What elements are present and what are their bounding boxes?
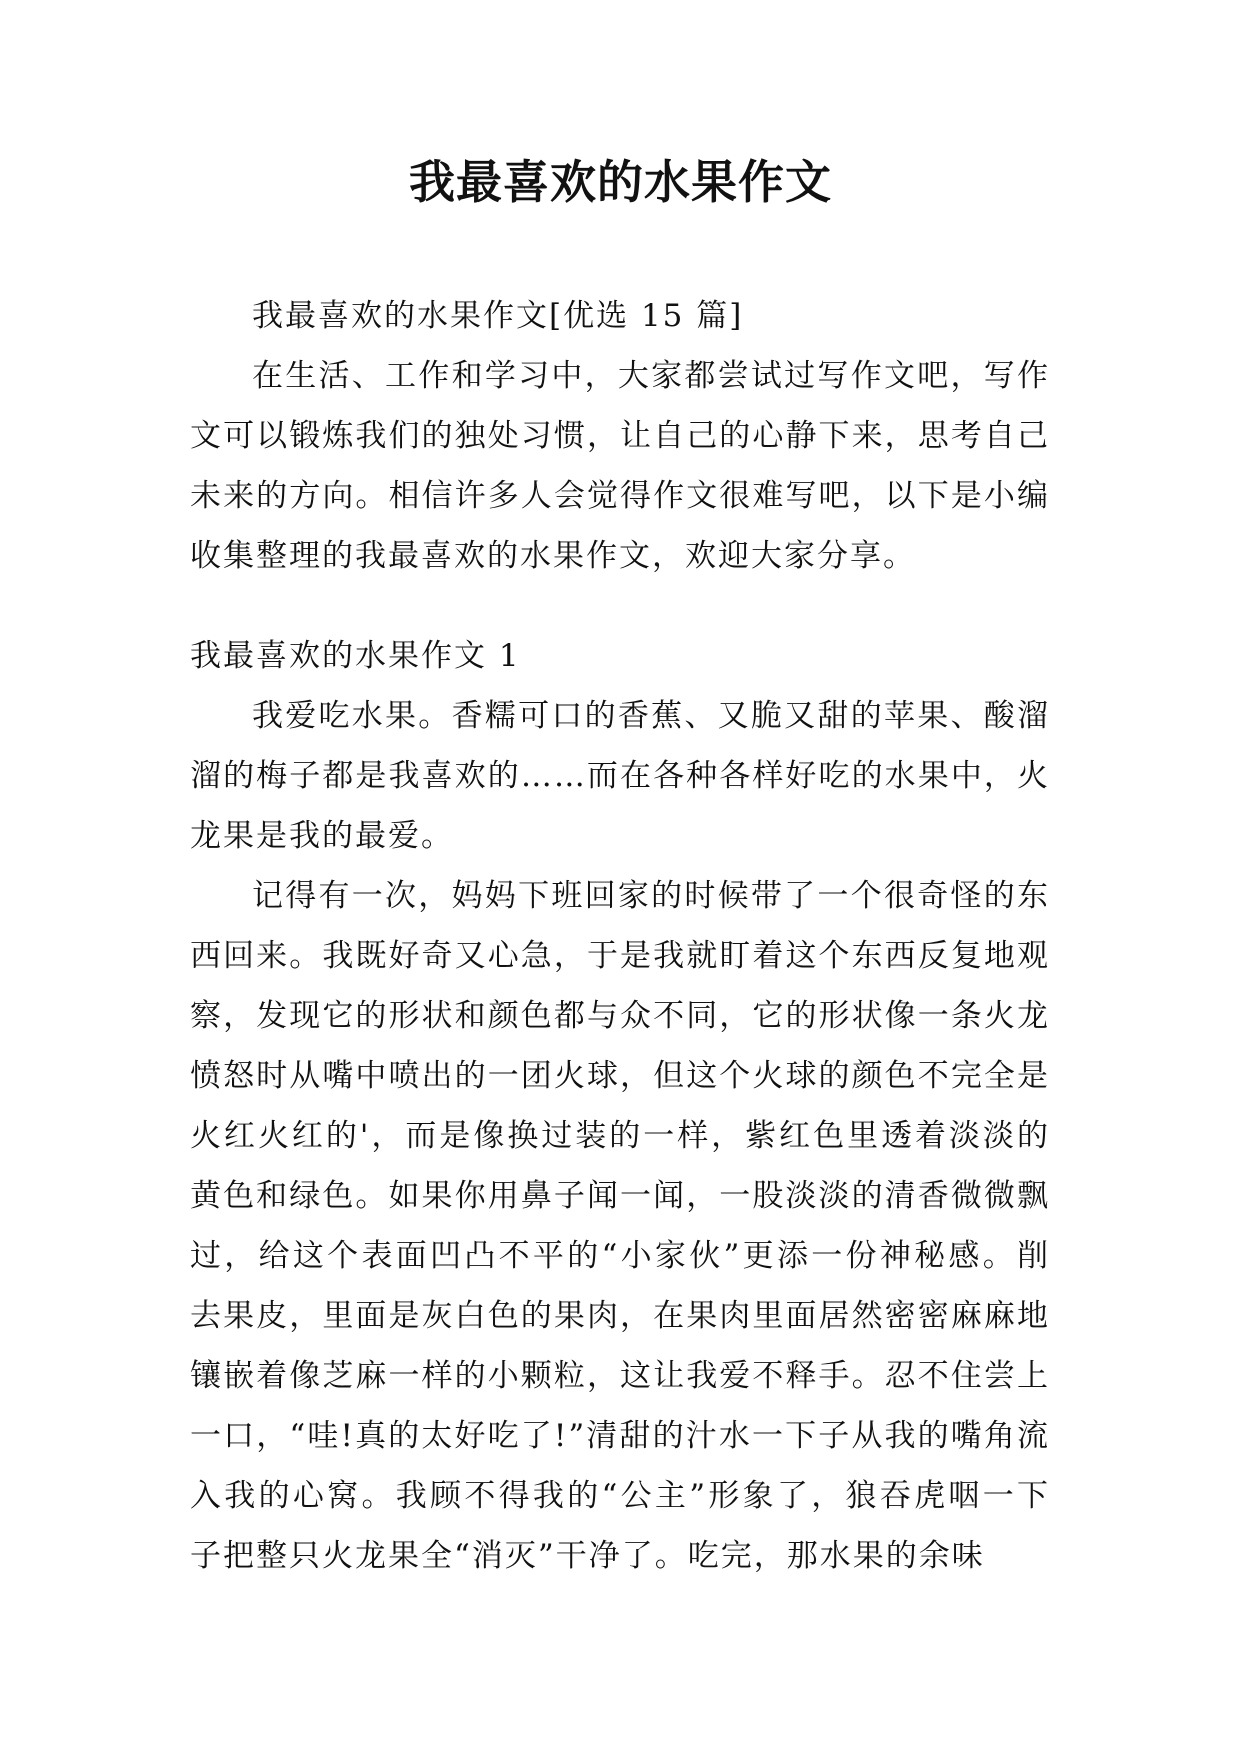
document-subtitle: 我最喜欢的水果作文[优选 15 篇] — [252, 298, 744, 334]
intro-paragraph: 在生活、工作和学习中，大家都尝试过写作文吧，写作文可以锻炼我们的独处习惯，让自己的心静下来，思考自己未来的方向。相信许多人会觉得作文很难写吧，以下是小编收集整理的我最喜欢的水果作文，欢迎大家分享。 — [190, 358, 1050, 574]
body-paragraph: 记得有一次，妈妈下班回家的时候带了一个很奇怪的东西回来。我既好奇又心急，于是我就盯着这个东西反复地观察，发现它的形状和颜色都与众不同，它的形状像一条火龙愤怒时从嘴中喷出的一团火球，但这个火球的颜色不完全是火红火红的'，而是像换过装的一样，紫红色里透着淡淡的黄色和绿色。如果你用鼻子闻一闻，一股淡淡的清香微微飘过，给这个表面凹凸不平的“小家伙”更添一份神秘感。削去果皮，里面是灰白色的果肉，在果肉里面居然密密麻麻地镶嵌着像芝麻一样的小颗粒，这让我爱不释手。忍不住尝上一口，“哇!真的太好吃了!”清甜的汁水一下子从我的嘴角流入我的心窝。我顾不得我的“公主”形象了，狼吞虎咽一下子把整只火龙果全“消灭”干净了。吃完，那水果的余味 — [190, 878, 1050, 1574]
section-spacer — [190, 586, 1050, 626]
section-heading: 我最喜欢的水果作文 1 — [190, 638, 521, 674]
document-title: 我最喜欢的水果作文 — [409, 155, 832, 209]
document-body — [190, 286, 1050, 1586]
body-paragraph: 我爱吃水果。香糯可口的香蕉、又脆又甜的苹果、酸溜溜的梅子都是我喜欢的……而在各种各样好吃的水果中，火龙果是我的最爱。 — [190, 698, 1050, 854]
